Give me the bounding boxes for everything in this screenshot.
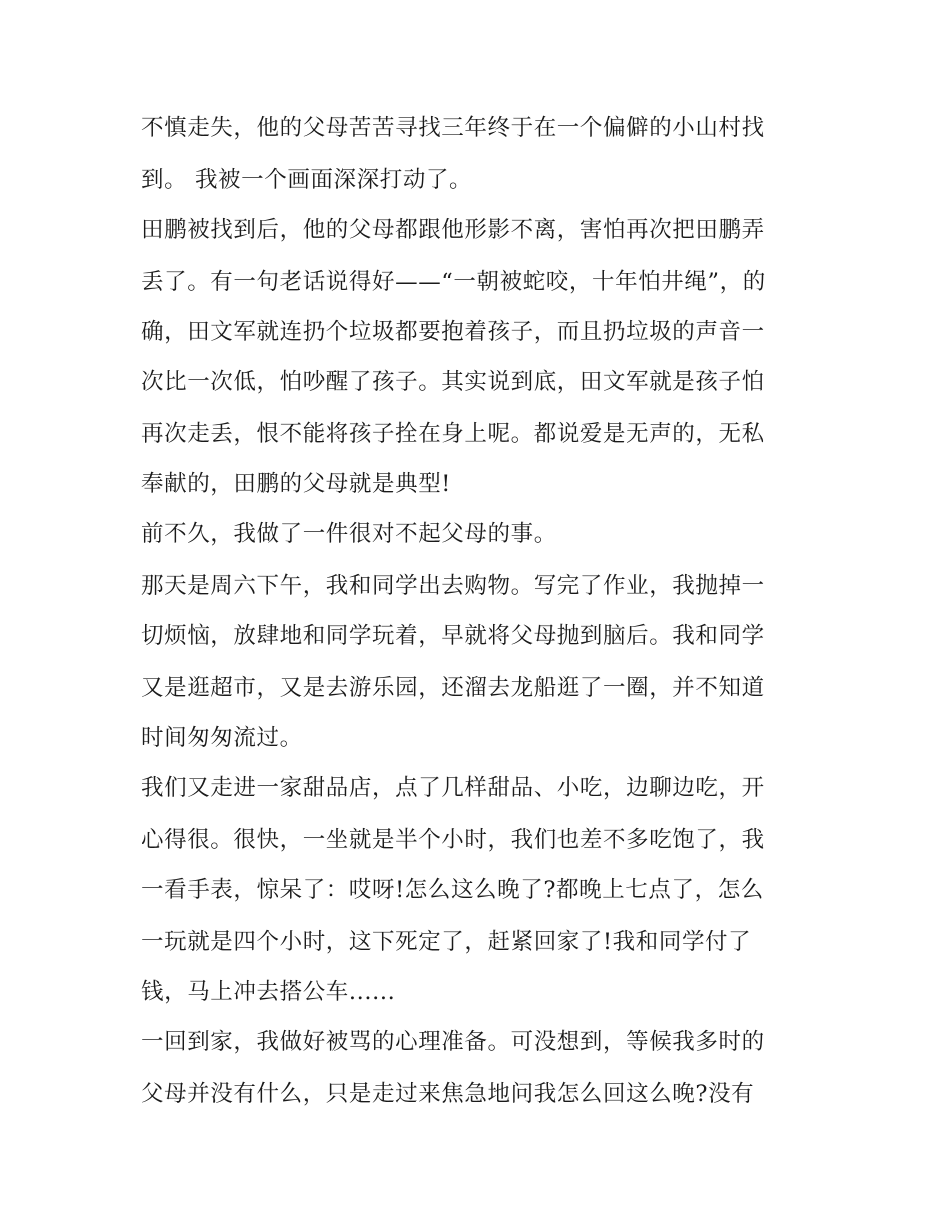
text-line-4: 丢了。有一句老话说得好——“一朝被蛇咬，十年怕井绳”，的 [141,269,766,295]
text-line-19: 一回到家，我做好被骂的心理准备。可没想到，等候我多时的 [141,1029,765,1055]
text-line-3: 田鹏被找到后，他的父母都跟他形影不离，害怕再次把田鹏弄 [141,217,765,243]
text-line-18: 钱，马上冲去搭公车...... [141,979,396,1005]
text-line-15: 心得很。很快，一坐就是半个小时，我们也差不多吃饱了，我 [141,827,765,853]
text-line-5: 确，田文军就连扔个垃圾都要抱着孩子，而且扔垃圾的声音一 [141,319,765,345]
text-line-2: 到。 我被一个画面深深打动了。 [141,167,473,193]
text-line-17: 一玩就是四个小时，这下死定了，赶紧回家了!我和同学付了 [141,929,752,955]
text-line-9: 前不久，我做了一件很对不起父母的事。 [141,521,557,547]
text-line-8: 奉献的，田鹏的父母就是典型! [141,471,451,497]
text-line-16: 一看手表，惊呆了：哎呀!怎么这么晚了?都晚上七点了，怎么 [141,877,764,903]
text-line-7: 再次走丢，恨不能将孩子拴在身上呢。都说爱是无声的，无私 [141,421,765,447]
text-line-20: 父母并没有什么，只是走过来焦急地问我怎么回这么晚?没有 [141,1081,755,1107]
text-line-14: 我们又走进一家甜品店，点了几样甜品、小吃，边聊边吃，开 [141,775,765,801]
text-line-1: 不慎走失，他的父母苦苦寻找三年终于在一个偏僻的小山村找 [141,115,765,141]
text-line-12: 又是逛超市，又是去游乐园，还溜去龙船逛了一圈，并不知道 [141,675,765,701]
text-line-13: 时间匆匆流过。 [141,725,303,751]
text-line-10: 那天是周六下午，我和同学出去购物。写完了作业，我抛掉一 [141,573,765,599]
text-line-11: 切烦恼，放肆地和同学玩着，早就将父母抛到脑后。我和同学 [141,623,765,649]
text-line-6: 次比一次低，怕吵醒了孩子。其实说到底，田文军就是孩子怕 [141,369,765,395]
